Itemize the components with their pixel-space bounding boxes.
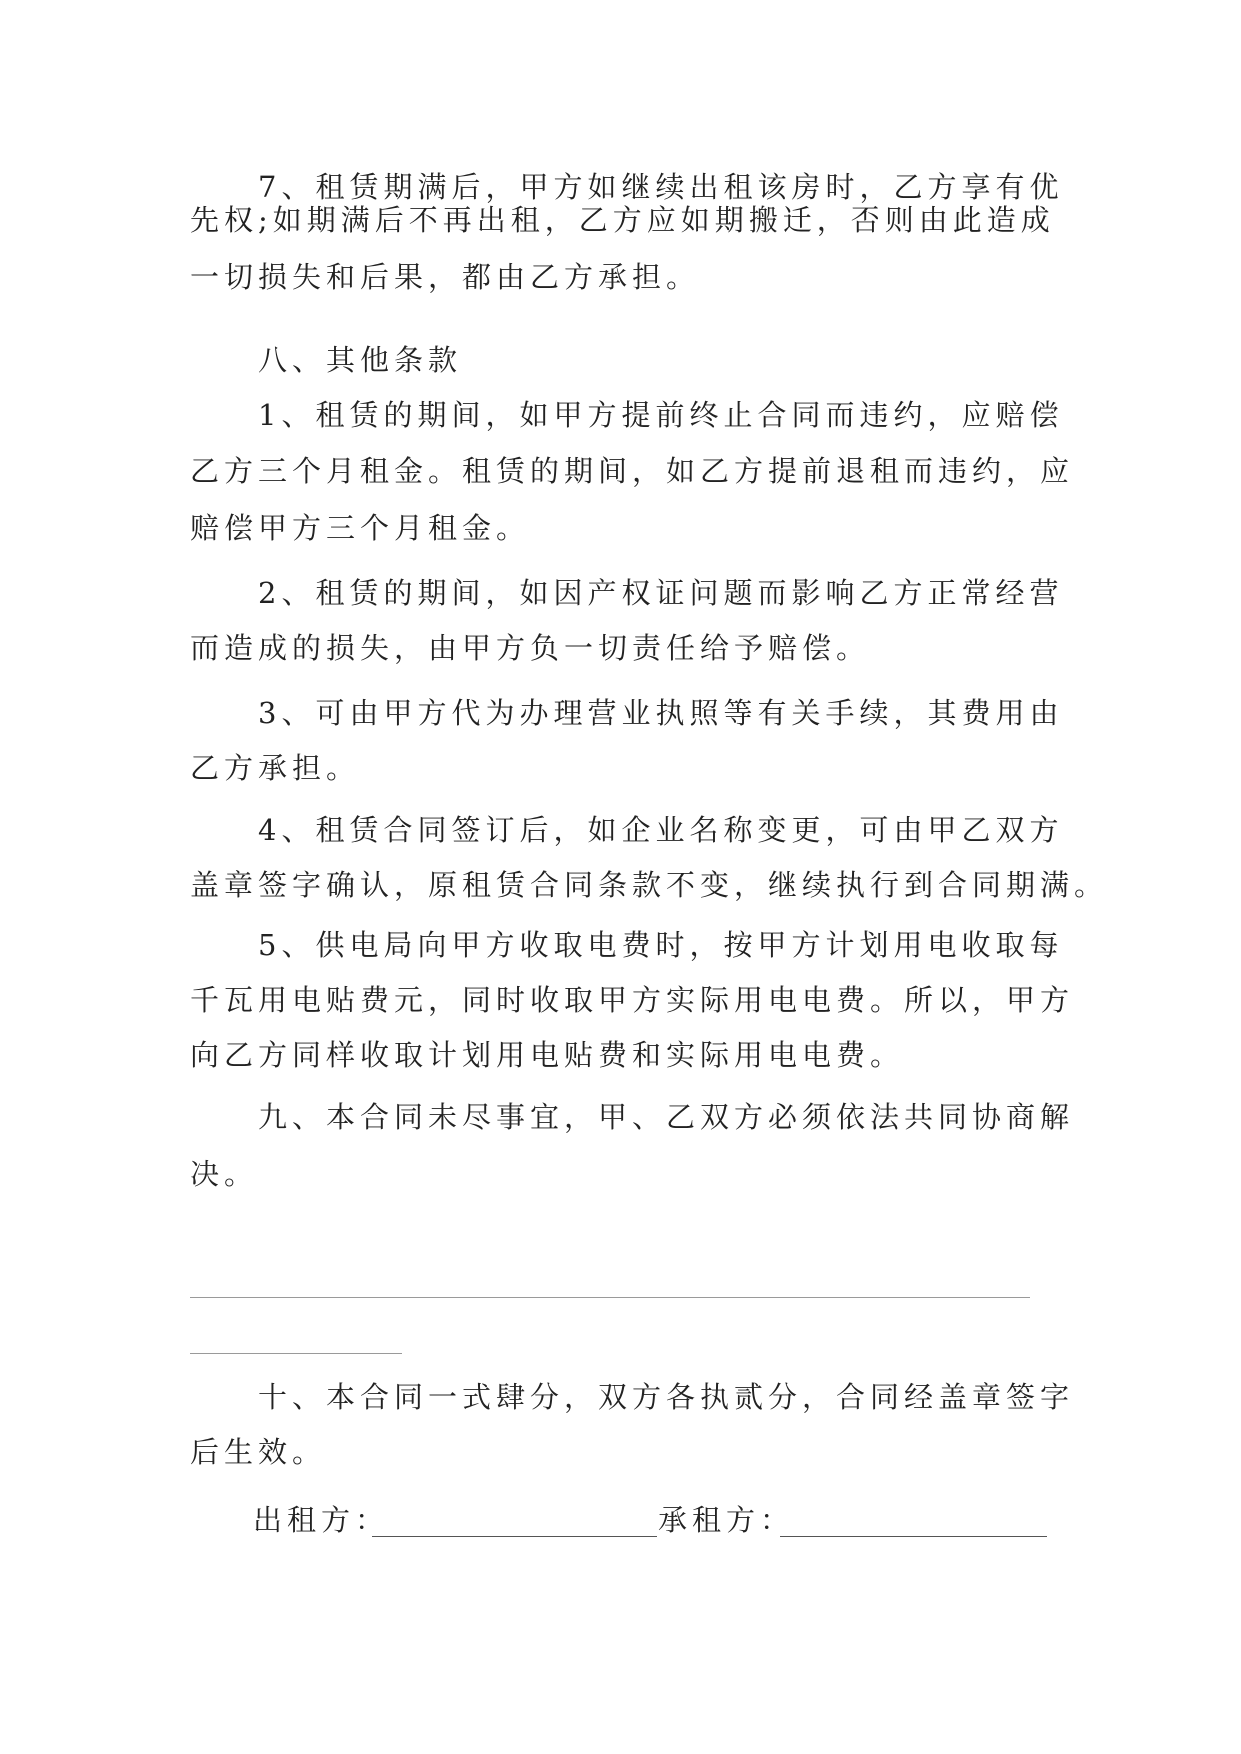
clause-8-5-line-3: 向乙方同样收取计划用电贴费和实际用电电费。 (190, 1038, 905, 1072)
lessor-signature-blank[interactable] (372, 1536, 657, 1537)
clause-8-2-line-1: 2、租赁的期间，如因产权证问题而影响乙方正常经营 (190, 576, 1064, 610)
clause-7-line-3: 一切损失和后果，都由乙方承担。 (190, 260, 701, 294)
lessor-label: 出租方： (253, 1503, 390, 1537)
separator-line-long (190, 1297, 1030, 1298)
clause-9-line-2: 决。 (190, 1157, 259, 1191)
clause-9-line-1: 九、本合同未尽事宜，甲、乙双方必须依法共同协商解 (190, 1100, 1075, 1134)
clause-8-4-line-2: 盖章签字确认，原租赁合同条款不变，继续执行到合同期满。 (190, 868, 1109, 902)
clause-8-5-line-1: 5、供电局向甲方收取电费时，按甲方计划用电收取每 (190, 928, 1064, 962)
lessee-signature-blank[interactable] (780, 1536, 1047, 1537)
lessee-label: 承租方： (658, 1503, 795, 1537)
clause-8-1-line-3: 赔偿甲方三个月租金。 (190, 511, 531, 545)
clause-10-line-2: 后生效。 (190, 1435, 327, 1469)
clause-10-line-1: 十、本合同一式肆分，双方各执贰分，合同经盖章签字 (190, 1380, 1075, 1414)
clause-7-line-2: 先权;如期满后不再出租，乙方应如期搬迁，否则由此造成 (190, 203, 1055, 237)
clause-8-3-line-1: 3、可由甲方代为办理营业执照等有关手续，其费用由 (190, 696, 1064, 730)
clause-8-4-line-1: 4、租赁合同签订后，如企业名称变更，可由甲乙双方 (190, 813, 1064, 847)
clause-8-2-line-2: 而造成的损失，由甲方负一切责任给予赔偿。 (190, 631, 871, 665)
section-8-heading: 八、其他条款 (190, 343, 463, 377)
separator-line-short (190, 1353, 402, 1354)
clause-8-1-line-1: 1、租赁的期间，如甲方提前终止合同而违约，应赔偿 (190, 398, 1064, 432)
clause-8-5-line-2: 千瓦用电贴费元，同时收取甲方实际用电电费。所以，甲方 (190, 983, 1075, 1017)
clause-8-3-line-2: 乙方承担。 (190, 751, 361, 785)
clause-8-1-line-2: 乙方三个月租金。租赁的期间，如乙方提前退租而违约，应 (190, 454, 1075, 488)
clause-7-line-1: 7、租赁期满后，甲方如继续出租该房时，乙方享有优 (190, 170, 1064, 204)
